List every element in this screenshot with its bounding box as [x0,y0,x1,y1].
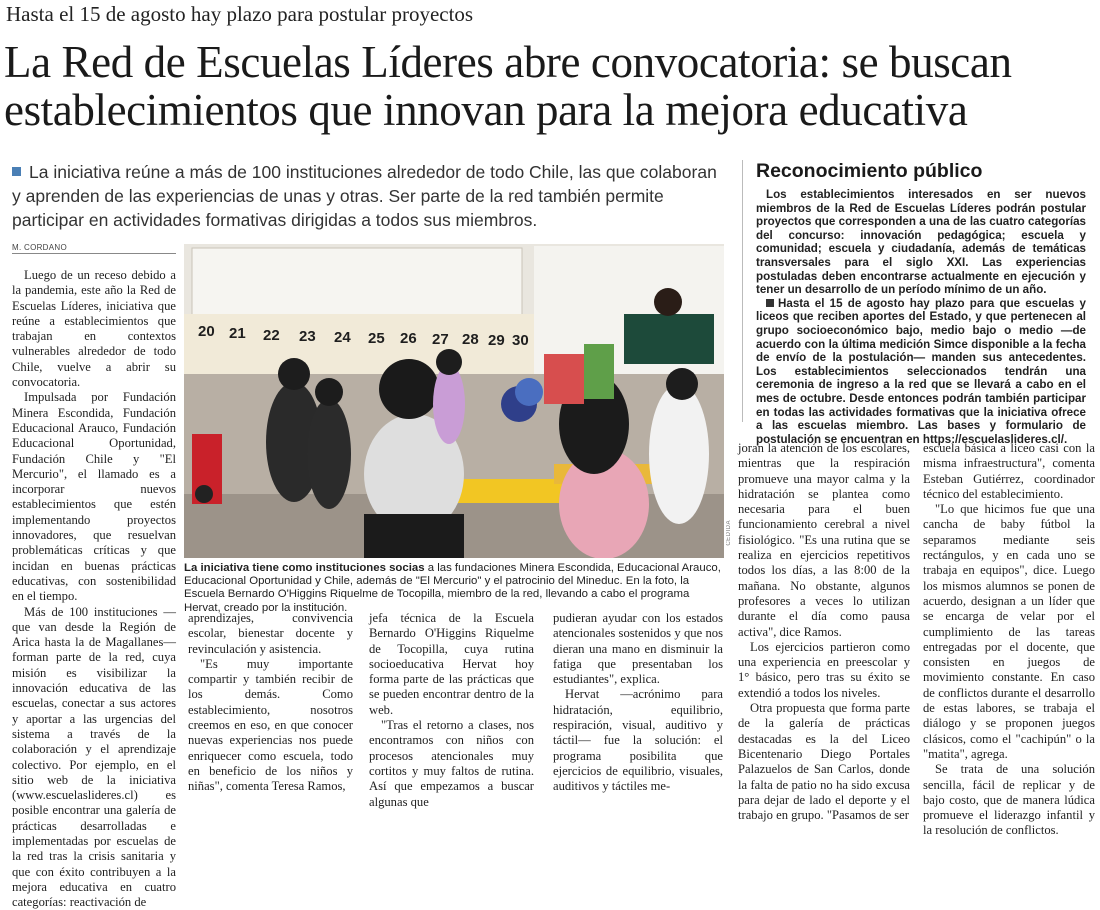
headline-line-2: establecimientos que innovan para la mejora educativa [4,85,968,135]
wall-number: 26 [400,330,417,347]
body-column-3 [369,611,534,810]
paragraph: "Tras el retorno a clases, nos encontramos con niños con procesos atencionales muy cortitos y muy faltos de rutina. Así que empezamos a buscar algunas que [369,718,534,809]
byline: M. CORDANO [12,243,67,252]
photo-caption [184,562,724,615]
wall-number: 25 [368,330,385,347]
classroom-photo [184,244,724,558]
caption-text: a las fundaciones Minera Escondida, Educacional Arauco, Educacional Oportunidad y Chile, además de "El Mercurio" y el patrocinio del Mineduc. En la foto, la Escuela Bernardo O'Higgins Riquelme de Tocopilla, miembro de la red, llevando a cabo el programa Hervat, creado por la institución. [184,562,721,614]
wall-number: 30 [512,332,529,349]
wall-number: 22 [263,327,280,344]
paragraph: Más de 100 instituciones —que van desde la Región de Arica hasta la de Magallanes— forman parte de la red, cuya misión es visibilizar la innovación educativa de las escuelas, conectar a sus actores y aportar a las urgencias del sistema a través de la colaboración y el aprendizaje colectivo. Por ejemplo, en el sitio web de la iniciativa (www.escuelaslideres.cl) es posible encontrar una galería de prácticas desarrolladas e implementadas por escuelas de la red tras la crisis sanitaria y que con éxito contribuyen a la mejora educativa en cuatro categorías: reactivación de [12,604,176,910]
body-column-4 [553,611,723,795]
paragraph: Impulsada por Fundación Minera Escondida, Fundación Educacional Arauco, Fundación Educacional Oportunidad, Fundación Chile y "El Mercurio", el llamado es a incorporar nuevos establecimientos que estén implementando proyectos innovadores, que resuelvan problemáticas críticas y que incidan en buenas prácticas educativas, con sostenibilidad en el tiempo. [12,390,176,604]
wall-number: 23 [299,328,316,345]
headline [4,38,1098,134]
body-column-1 [12,268,176,910]
paragraph: jefa técnica de la Escuela Bernardo O'Higgins Riquelme de Tocopilla, cuya rutina socioeducativa Hervat hoy forma parte de las prácticas que se pueden encontrar dentro de la web. [369,611,534,717]
wall-number: 28 [462,331,479,348]
sidebar-divider [742,160,743,422]
wall-number: 27 [432,331,449,348]
wall-number: 24 [334,329,351,346]
square-bullet-icon [12,167,21,176]
sidebar-box [756,188,1086,446]
wall-number: 29 [488,332,505,349]
paragraph: Los ejercicios partieron como una experiencia en preescolar y 1° básico, pero tras su éxito se extendió a todos los niveles. [738,639,910,700]
paragraph: aprendizajes, convivencia escolar, bienestar docente y revinculación y asistencia. [188,611,353,656]
headline-line-1: La Red de Escuelas Líderes abre convocatoria: se buscan [4,37,1012,87]
paragraph: "Lo que hicimos fue que una cancha de baby fútbol la separamos mediante seis rectángulos, y en cada uno se trabaja en equipos", dice. Luego los mismos alumnos se ponen de acuerdo, designan a un líder que se encarga de velar por el cumplimiento de las tareas entregadas por el docente, que consisten en juegos de movimiento constante. En caso de conflictos durante el desarrollo de estas labores, se trabaja el diálogo y se proponen juegos clásicos, como el "cachipún" o la "matita", agrega. [923,502,1095,761]
paragraph: Luego de un receso debido a la pandemia, este año la Red de Escuelas Líderes, iniciativa que reúne a establecimientos que trabajan en contextos vulnerables alrededor de todo Chile, vuelve a abrir su convocatoria. [12,268,176,390]
paragraph: "Es muy importante compartir y también recibir de los demás. Como establecimiento, nosotros creemos en eso, en que conocer nuevas experiencias nos puede enriquecer como escuela, todo en beneficio de los niños y niñas", comenta Teresa Ramos, [188,656,353,794]
sidebar-paragraph-text: Hasta el 15 de agosto hay plazo para que escuelas y liceos que reciben aportes del Estado, y que pertenecen al grupo socioeconómico bajo, medio bajo o medio —de acuerdo con la última medición Simce disponible a la fecha de envío de la postulación— manden sus antecedentes. Los establecimientos seleccionados tendrán una ceremonia de ingreso a la red que se llevará a cabo en el mes de octubre. Desde entonces podrán también participar en todas las actividades formativas que la iniciativa ofrece a las escuelas miembro. Las bases y formulario de postulación se encuentran en https://escuelaslideres.cl/. [756,296,1086,446]
paragraph: Se trata de una solución sencilla, fácil de replicar y de bajo costo, que de manera lúdica promueve el liderazgo infantil y la resolución de conflictos. [923,762,1095,838]
body-column-5 [738,441,910,823]
wall-number: 21 [229,325,246,342]
paragraph: Hervat —acrónimo para hidratación, equilibrio, respiración, visual, auditivo y táctil— fue la solución: el programa posibilita que ejercicios de equilibrio, visuales, auditivos y táctiles me- [553,687,723,794]
kicker: Hasta el 15 de agosto hay plazo para postular proyectos [6,2,474,26]
classroom-photo-illustration [184,244,724,558]
sidebar-paragraph [756,297,1086,447]
paragraph: Otra propuesta que forma parte de la galería de prácticas destacadas es la del Liceo Bicentenario Diego Portales Palazuelos de San Carlos, donde la falta de patio no ha sido excusa para dejar de lado el deporte y el trabajo en grupo. "Pasamos de ser [738,701,910,823]
end-mark-icon [766,299,774,307]
body-column-2 [188,611,353,795]
paragraph: pudieran ayudar con los estados atencionales sostenidos y que nos dieran una mano en disminuir la fatiga que presentaban los estudiantes", explica. [553,611,723,687]
lead-text: La iniciativa reúne a más de 100 instituciones alrededor de todo Chile, las que colaboran y aprenden de las experiencias de unas y otras. Ser parte de la red también permite participar en actividades formativas dirigidas a todos sus miembros. [12,162,717,230]
wall-number: 20 [198,323,215,340]
lead-paragraph [12,160,717,232]
byline-divider [12,253,176,254]
sidebar-title: Reconocimiento público [756,160,983,182]
body-column-6 [923,441,1095,839]
caption-lead: La iniciativa tiene como instituciones socias [184,562,425,574]
photo-credit: CEDIDA [726,520,732,546]
sidebar-paragraph: Los establecimientos interesados en ser nuevos miembros de la Red de Escuelas Líderes podrán postular proyectos que corresponden a una de las cuatro categorías del concurso: innovación pedagógica; escuela y comunidad; escuela y ciudadanía, además de temáticas transversales para el siglo XXI. Las experiencias postuladas deben encontrarse actualmente en ejecución y tener un desarrollo de un período mínimo de un año. [756,188,1086,297]
paragraph: escuela básica a liceo casi con la misma infraestructura", comenta Esteban Gutiérrez, coordinador técnico del establecimiento. [923,441,1095,501]
paragraph: joran la atención de los escolares, mientras que la respiración promueve una mayor calma y la hidratación se plantea como necesaria para el buen funcionamiento cerebral a nivel fisiológico. "Es una rutina que se realiza en ejercicios repetitivos todos los días, a las 8:00 de la mañana. No obstante, algunos profesores a veces lo utilizan durante el día como pausa activa", dice Ramos. [738,441,910,639]
